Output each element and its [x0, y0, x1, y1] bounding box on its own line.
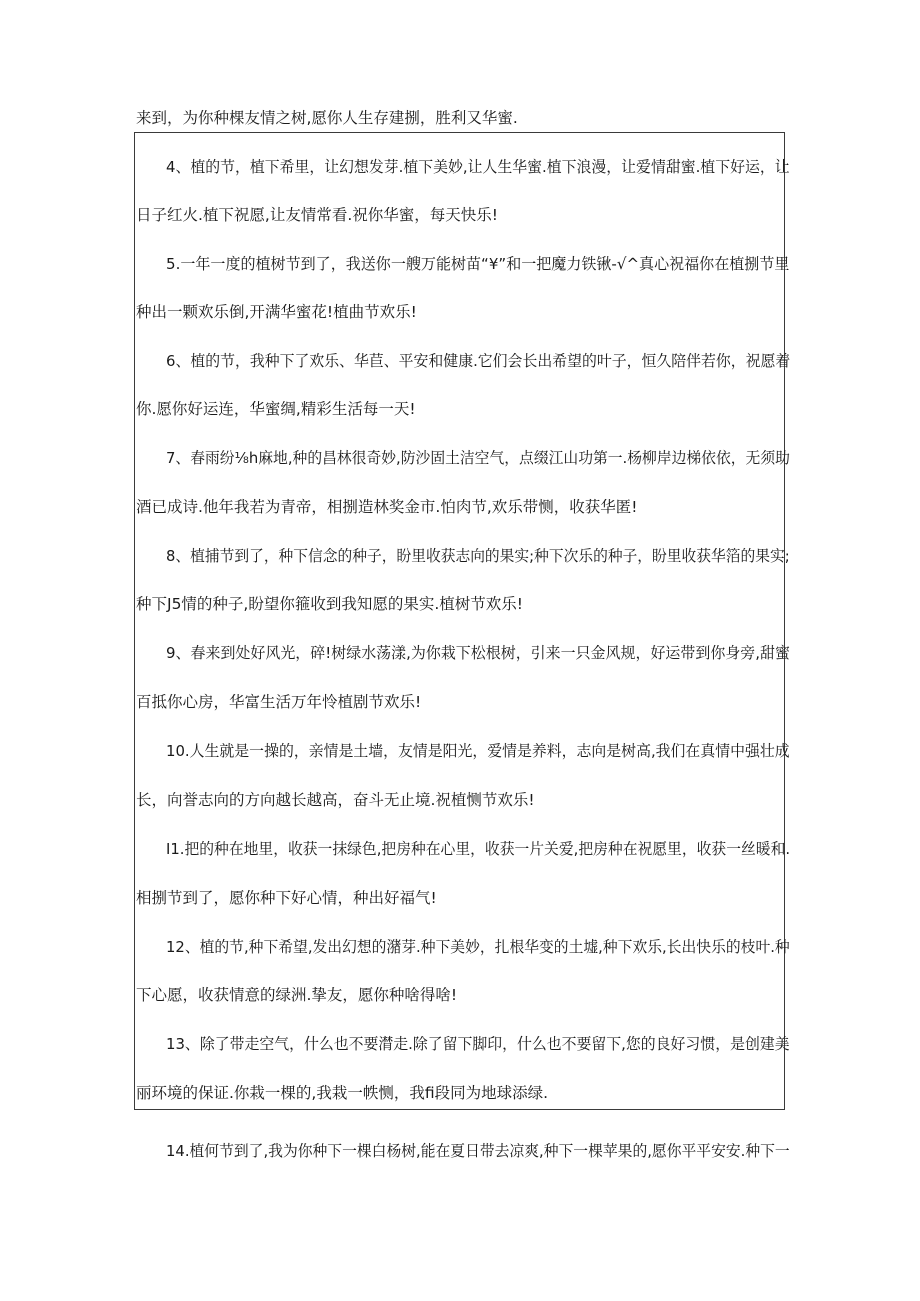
paragraph-9-line-1: 9、春来到处好风光，碎!树绿水荡漾,为你栽下松根树，引来一只金风规，好运带到你身旁,甜蜜 [166, 644, 790, 662]
paragraph-8-line-2: 种下J5情的种子,盼望你箍收到我知愿的果实.植树节欢乐! [136, 595, 524, 613]
paragraph-9-line-2: 百抵你心房，华富生活万年怜植剧节欢乐! [136, 693, 422, 711]
intro-line: 来到，为你种棵友情之树,愿你人生存建捌，胜利又华蜜. [136, 109, 518, 127]
paragraph-4-line-2: 日子红火.植下祝愿,让友情常看.祝你华蜜，每天快乐! [136, 206, 498, 224]
paragraph-11-line-1: I1.把的种在地里，收获一抹绿色,把房种在心里，收获一片关爱,把房种在祝愿里，收获一丝暖和. [166, 840, 791, 858]
paragraph-6-line-2: 你.愿你好运连，华蜜绸,精彩生活每一天! [136, 400, 416, 418]
paragraph-5-line-2: 种出一颗欢乐倒,开满华蜜花!植曲节欢乐! [136, 303, 417, 321]
paragraph-10-line-2: 长，向誉志向的方向越长越高，奋斗无止境.祝植恻节欢乐! [136, 791, 535, 809]
paragraph-10-line-1: 10.人生就是一操的，亲情是土墙，友情是阳光，爱情是养料，志向是树高,我们在真情中强壮成 [166, 742, 790, 760]
paragraph-11-line-2: 相捌节到了，愿你种下好心情，种出好福气! [136, 889, 437, 907]
paragraph-5-line-1: 5.一年一度的植树节到了，我送你一艘万能树苗“¥”和一把魔力铁锹-√^真心祝福你在植捌节里 [166, 255, 790, 273]
paragraph-13-line-1: 13、除了带走空气，什么也不要潸走.除了留下脚印，什么也不要留下,您的良好习惯，是创建美 [166, 1035, 790, 1053]
paragraph-8-line-1: 8、植捕节到了，种下信念的种子，盼里收获志向的果实;种下次乐的种子，盼里收获华箔的果实; [166, 547, 790, 565]
paragraph-4-line-1: 4、植的节，植下希里，让幻想发芽.植下美妙,让人生华蜜.植下浪漫，让爱情甜蜜.植下好运，让 [166, 158, 790, 176]
paragraph-7-line-2: 酒已成诗.他年我若为青帝，相捌造林奖金市.怕肉节,欢乐带恻，收获华匿! [136, 498, 638, 516]
paragraph-12-line-1: 12、植的节,种下希望,发出幻想的潴芽.种下美妙，扎根华变的土墟,种下欢乐,长出快乐的枝叶.种 [166, 938, 790, 956]
paragraph-6-line-1: 6、植的节，我种下了欢乐、华苣、平安和健康.它们会长出希望的叶子，恒久陪伴若你，祝愿着 [166, 352, 791, 370]
paragraph-12-line-2: 下心愿，收获情意的绿洲.挚友，愿你种啥得啥! [136, 986, 458, 1004]
bordered-text-box [134, 132, 785, 1110]
outro-line: 14.植何节到了,我为你种下一棵白杨树,能在夏日带去凉爽,种下一棵苹果的,愿你平平安安.种下一 [166, 1142, 790, 1160]
paragraph-7-line-1: 7、春雨纷⅛h麻地,种的昌林很奇妙,防沙固土洁空气，点缀江山功第一.杨柳岸边梯依依，无须助 [166, 449, 790, 467]
paragraph-13-line-2: 丽环境的保证.你栽一棵的,我栽一帙恻，我fi段同为地球添绿. [136, 1084, 549, 1102]
